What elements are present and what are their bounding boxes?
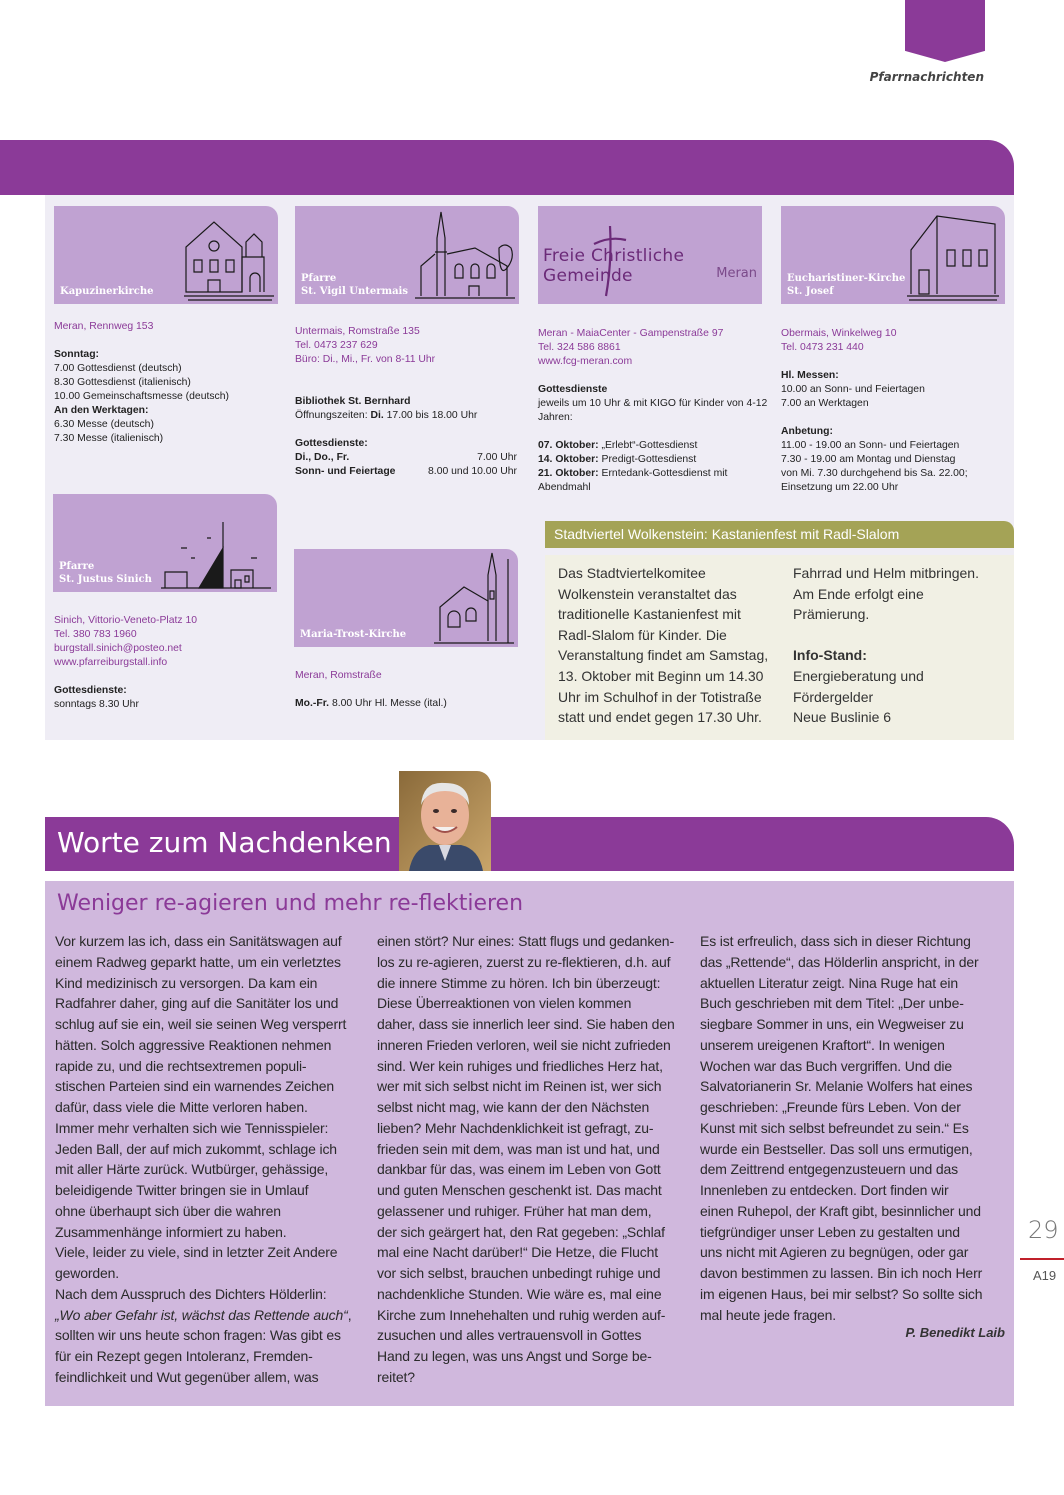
article-author: P. Benedikt Laib [905, 1325, 1005, 1340]
justus-phone: Tel. 380 783 1960 [54, 629, 137, 640]
vigil-address: Untermais, Romstraße 135 [295, 326, 420, 337]
text-line: Viele, leider zu viele, sind in letzter Zeit Andere [55, 1244, 338, 1261]
text-line: Immer mehr verhalten sich wie Tennisspieler: [55, 1119, 329, 1136]
event-line: Neue Buslinie 6 [793, 709, 892, 726]
text-line: geworden. [55, 1265, 120, 1281]
vigil-row1-day: Di., Do., Fr. [295, 452, 350, 463]
mariatrost-mass-day: Mo.-Fr. [295, 698, 330, 709]
kapuziner-weekday-1: 6.30 Messe (deutsch) [54, 419, 154, 430]
vigil-hours-day: Di. [370, 410, 384, 421]
text-line: zusuchen und alles vertrauensvoll in Gottes [377, 1327, 642, 1344]
kapuzinerkirche-info [54, 320, 284, 446]
text-line: wer mit sich selbst nicht im Reinen ist, wer sich [377, 1078, 662, 1095]
text-line: Buch geschrieben mit dem Titel: „Der unbe- [700, 995, 964, 1012]
fcg-address: Meran - MaiaCenter - Gampenstraße 97 [538, 328, 724, 339]
justus-address: Sinich, Vittorio-Veneto-Platz 10 [54, 615, 198, 626]
fcg-date1-text: „Erlebt“-Gottesdienst [598, 440, 698, 451]
event-line: Uhr im Schulhof in der Totistraße [558, 688, 762, 705]
text-line: für ein Rezept gegen Intoleranz, Fremden- [55, 1348, 313, 1364]
text-line: frieden sein mit dem, was man ist und hat, und [377, 1140, 660, 1157]
fcg-logo [538, 206, 762, 304]
josef-adoration-4: Einsetzung um 22.00 Uhr [781, 482, 899, 493]
st-josef-caption [787, 272, 905, 298]
kapuziner-weekday-2: 7.30 Messe (italienisch) [54, 433, 164, 444]
kapuziner-sunday-label: Sonntag: [54, 349, 100, 360]
text-line: uns nicht mit Agieren zu begnügen, oder gar [700, 1244, 969, 1261]
page-number-rule [1020, 1258, 1064, 1260]
mariatrost-address: Meran, Romstraße [295, 670, 382, 681]
article-column-3 [700, 931, 1006, 1325]
kapuziner-sunday-3: 10.00 Gemeinschaftsmesse (deutsch) [54, 391, 229, 402]
justus-services: sonntags 8.30 Uhr [54, 699, 139, 710]
vigil-office: Büro: Di., Mi., Fr. von 8-11 Uhr [295, 354, 436, 365]
fcg-date3-text: Erntedank-Gottesdienst mit Abendmahl [538, 468, 728, 493]
vigil-library: Bibliothek St. Bernhard [295, 396, 411, 407]
event-line: Fahrrad und Helm mitbringen. [793, 565, 979, 581]
kapuziner-address: Meran, Rennweg 153 [54, 321, 154, 332]
text-line: dankbar für das, was einem im Leben von Gott [377, 1161, 661, 1178]
text-line: einem Radweg geparkt hatte, um ein verletztes [55, 953, 341, 970]
article-heading: Worte zum Nachdenken [57, 826, 392, 859]
church-drawing [184, 212, 276, 302]
church-drawing [907, 210, 1001, 302]
fcg-web: www.fcg-meran.com [538, 356, 633, 367]
text-line: die innere Stimme zu hören. Ich bin überzeugt: [377, 974, 661, 991]
kapuzinerkirche-caption: Kapuzinerkirche [60, 286, 154, 297]
text-line: vor sich selbst, brauchen unbedingt ruhige und [377, 1265, 661, 1281]
event-line: Fördergelder [793, 688, 874, 705]
text-line: beleidigende Twitter bringen sie in Umlauf [55, 1182, 309, 1198]
text-line: dafür, dass viele die Mitte verloren haben. [55, 1099, 308, 1115]
vigil-services-label: Gottesdienste: [295, 438, 368, 449]
st-vigil-caption-line2: St. Vigil Untermais [301, 286, 408, 297]
st-josef-caption-line1: Eucharistiner-Kirche [787, 273, 906, 284]
maria-trost-info [295, 669, 517, 711]
text-line: feindlichkeit und Wut gegenüber allem, was [55, 1368, 319, 1385]
vigil-row1-time: 7.00 Uhr [477, 452, 517, 463]
josef-phone: Tel. 0473 231 440 [781, 342, 864, 353]
text-line: aktuellen Literatur zeigt. Nina Ruge hat ein [700, 974, 959, 991]
text-line: mal heute jede fragen. [700, 1306, 837, 1323]
st-justus-caption [59, 560, 152, 586]
text-line: selbst nicht mag, wie kann der den Nächsten [377, 1099, 650, 1115]
vigil-phone: Tel. 0473 237 629 [295, 340, 378, 351]
st-justus-caption-line1: Pfarre [59, 561, 95, 572]
fcg-date2-text: Predigt-Gottesdienst [598, 454, 697, 465]
josef-adoration-2: 7.30 - 19.00 am Montag und Dienstag [781, 454, 956, 465]
kapuziner-sunday-2: 8.30 Gottesdienst (italienisch) [54, 377, 191, 388]
text-line: im eigenen Haus, bei mir selbst? So sollte sich [700, 1285, 983, 1302]
text-line: Radfahrer daher, ging auf die Sanitäter los und [55, 995, 339, 1012]
text-line: einen Ruhepol, der Kraft gibt, besinnlicher und [700, 1202, 981, 1219]
vigil-service-row-1 [295, 451, 517, 465]
josef-adoration-3: von Mi. 7.30 durchgehend bis Sa. 22.00; [781, 468, 968, 479]
text-line: mit aller Härte zurück. Wutbürger, gehässige, [55, 1161, 329, 1178]
text-line: Jeden Ball, der auf mich zukommt, schlage ich [55, 1140, 337, 1157]
vigil-hours-rest: 17.00 bis 18.00 Uhr [383, 410, 478, 421]
text-line: reitet? [377, 1368, 415, 1385]
event-title: Stadtviertel Wolkenstein: Kastanienfest mit Radl-Slalom [545, 521, 1014, 548]
st-justus-info [54, 614, 284, 712]
text-line: Innenleben zu entdecken. Dort finden wir [700, 1182, 949, 1198]
text-line: geschrieben: „Freunde fürs Leben. Von der [700, 1099, 961, 1115]
page-number: 29 [1028, 1216, 1059, 1244]
st-vigil-image [295, 206, 519, 304]
josef-adoration-1: 11.00 - 19.00 an Sonn- und Feiertagen [781, 440, 960, 451]
text-line: Salvatorianerin Sr. Melanie Wolfers hat eines [700, 1078, 973, 1095]
vigil-row2-day: Sonn- und Feiertage [295, 466, 396, 477]
text-line: und guten Menschen geschenkt ist. Das macht [377, 1182, 662, 1198]
event-line: Energieberatung und [793, 667, 924, 684]
text-line: Kunst mit sich selbst befreundet zu sein.“ Es [700, 1119, 969, 1136]
event-line: Wolkenstein veranstaltet das [558, 585, 737, 602]
article-subtitle: Weniger re-agieren und mehr re-flektieren [57, 891, 524, 916]
kapuziner-weekday-label: An den Werktagen: [54, 405, 149, 416]
quote-comma: , [347, 1306, 352, 1323]
vigil-service-row-2 [295, 465, 517, 479]
text-line: siegbare Sommer in uns, ein Wegweiser zu [700, 1016, 964, 1032]
church-drawing [161, 518, 273, 590]
text-line: davon bestimmen zu lassen. Bin ich noch Herr [700, 1265, 983, 1281]
text-line: schlug auf sie ein, weil sie seinen Weg versperrt [55, 1016, 347, 1032]
event-line: 13. Oktober mit Beginn um 14.30 [558, 667, 764, 684]
text-line: sind. Wer kein ruhiges und friedliches Herz hat, [377, 1057, 663, 1074]
event-line: Prämierung. [793, 606, 870, 623]
event-line: statt und endet gegen 17.30 Uhr. [558, 709, 762, 726]
text-line: inneren Frieden verloren, weil sie nicht zufrieden [377, 1036, 671, 1053]
text-line: hätten. Solch aggressive Reaktionen nehmen [55, 1036, 332, 1053]
event-info-label: Info-Stand: [793, 647, 867, 664]
article-column-1 [55, 931, 373, 1388]
josef-adoration-label: Anbetung: [781, 426, 833, 437]
section-label: Pfarrnachrichten [869, 70, 984, 84]
text-line: los zu re-agieren, zuerst zu re-flektieren, d.h. auf [377, 953, 671, 970]
st-vigil-caption [301, 272, 408, 298]
event-column-1 [558, 563, 783, 728]
church-drawing [415, 208, 517, 302]
text-line: Nach dem Ausspruch des Dichters Hölderlin: [55, 1285, 327, 1302]
st-justus-image [53, 494, 277, 592]
event-line: Am Ende erfolgt eine [793, 585, 924, 602]
josef-mass-2: 7.00 an Werktagen [781, 398, 869, 409]
article-column-2 [377, 931, 695, 1388]
text-line: einen stört? Nur eines: Statt flugs und gedanken- [377, 933, 674, 949]
fcg-date2-label: 14. Oktober: [538, 454, 599, 465]
text-line: rapide zu, und die rechtsextremen populi- [55, 1057, 307, 1074]
text-line: mal eine Nacht darüber!“ Die Hetze, die Flucht [377, 1244, 659, 1261]
fcg-logo-title: Freie Christliche Gemeinde [543, 246, 685, 286]
fcg-logo-city: Meran [716, 266, 757, 281]
event-line: traditionelle Kastanienfest mit [558, 606, 741, 623]
text-line: stischen Parteien sind ein warnendes Zeichen [55, 1078, 335, 1095]
fcg-phone: Tel. 324 586 8861 [538, 342, 621, 353]
text-line: Wochen war das Buch vergriffen. Und die [700, 1057, 952, 1074]
st-josef-image [781, 206, 1005, 304]
kapuziner-sunday-1: 7.00 Gottesdienst (deutsch) [54, 363, 182, 374]
text-line: tiefgründiger unser Leben zu gestalten und [700, 1223, 960, 1240]
event-line: Das Stadtviertelkomitee [558, 565, 706, 581]
text-line: das „Rettende“, das Hölderlin anspricht, in der [700, 953, 979, 970]
hoelderlin-quote: „Wo aber Gefahr ist, wächst das Rettende auch“ [55, 1306, 348, 1323]
portrait-image [399, 771, 491, 871]
fcg-services-label: Gottesdienste [538, 384, 608, 395]
text-line: Kind medizinisch zu versorgen. Da kam ein [55, 974, 318, 991]
justus-web[interactable]: www.pfarreiburgstall.info [54, 657, 168, 668]
vigil-hours [295, 409, 517, 423]
text-line: der sich geärgert hat, den Rat gegeben: „Schlaf [377, 1223, 665, 1240]
event-line: Radl-Slalom für Kinder. Die [558, 626, 727, 643]
text-line: ohne überhaupt sich über die wahren [55, 1202, 281, 1219]
text-line: unserem ureigenen Kraftort“. In wenigen [700, 1036, 945, 1053]
parish-band [0, 140, 1014, 195]
josef-mass-label: Hl. Messen: [781, 370, 839, 381]
st-josef-caption-line2: St. Josef [787, 286, 834, 297]
section-tab-marker [905, 0, 985, 62]
event-line: Veranstaltung findet am Samstag, [558, 647, 769, 664]
author-portrait [399, 771, 491, 871]
justus-services-label: Gottesdienste: [54, 685, 127, 696]
fcg-date1-label: 07. Oktober: [538, 440, 599, 451]
issue-code: A19 [1033, 1268, 1057, 1283]
text-line: nachdenkliche Stunden. Wie wäre es, mal eine [377, 1285, 662, 1302]
st-josef-info [781, 327, 1013, 495]
text-line: Zusammenhänge informiert zu haben. [55, 1223, 287, 1240]
josef-mass-1: 10.00 an Sonn- und Feiertagen [781, 384, 925, 395]
st-vigil-info [295, 325, 517, 479]
text-line: wurde ein Bestseller. Das soll uns ermutigen, [700, 1140, 973, 1157]
kapuzinerkirche-image [54, 206, 278, 304]
text-line: lieben? Mehr Nachdenklichkeit ist gefragt, zu- [377, 1119, 654, 1136]
maria-trost-image [294, 549, 518, 647]
mariatrost-mass [295, 697, 517, 711]
fcg-date-3 [538, 467, 768, 495]
text-line: Es ist erfreulich, dass sich in dieser Richtung [700, 933, 971, 949]
vigil-hours-prefix: Öffnungszeiten: [295, 410, 371, 421]
fcg-date-2 [538, 453, 768, 467]
quote-line [55, 1305, 373, 1326]
fcg-info [538, 327, 768, 495]
mariatrost-mass-text: 8.00 Uhr Hl. Messe (ital.) [329, 698, 447, 709]
fcg-date3-label: 21. Oktober: [538, 468, 599, 479]
vigil-row2-time: 8.00 und 10.00 Uhr [428, 466, 517, 477]
josef-address: Obermais, Winkelweg 10 [781, 328, 897, 339]
st-vigil-caption-line1: Pfarre [301, 273, 337, 284]
justus-email[interactable]: burgstall.sinich@posteo.net [54, 643, 182, 654]
maria-trost-caption: Maria-Trost-Kirche [300, 629, 407, 640]
text-line: Vor kurzem las ich, dass ein Sanitätswagen auf [55, 933, 342, 949]
text-line: gelassener und ruhiger. Früher hat man dem, [377, 1202, 652, 1219]
text-line: dem Zeittrend entgegenzusteuern und das [700, 1161, 958, 1178]
text-line: sollten wir uns heute schon fragen: Was gibt es [55, 1327, 341, 1344]
text-line: daher, dass sie innerlich leer sind. Sie haben den [377, 1016, 675, 1032]
fcg-date-1 [538, 439, 768, 453]
text-line: Kirche zum Innehehalten und ruhig werden auf- [377, 1306, 666, 1323]
church-drawing [434, 551, 516, 645]
text-line: Hand zu legen, was uns Angst und Sorge be- [377, 1348, 652, 1364]
fcg-services-text: jeweils um 10 Uhr & mit KIGO für Kinder von 4-12 Jahren: [538, 398, 768, 423]
event-column-2 [793, 563, 1008, 728]
text-line: Diese Überreaktionen von vielen kommen [377, 995, 632, 1012]
st-justus-caption-line2: St. Justus Sinich [59, 574, 152, 585]
